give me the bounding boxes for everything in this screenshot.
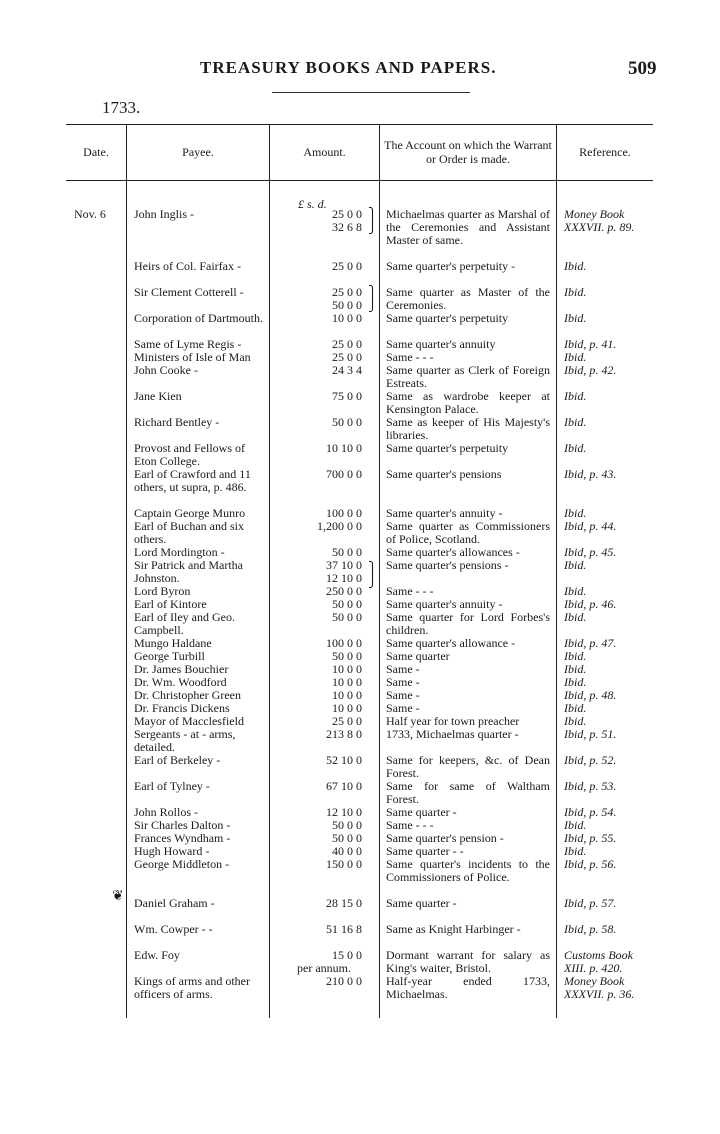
entry-account: Same - - - bbox=[386, 350, 434, 364]
amount-line: 250 0 0 bbox=[326, 584, 362, 598]
amount-line: 10 10 0 bbox=[326, 441, 362, 455]
entry-account: 1733, Michaelmas quarter - bbox=[386, 727, 519, 741]
section-year: 1733. bbox=[102, 98, 141, 117]
entry-account: Same for same of Waltham Forest. bbox=[386, 779, 550, 806]
entry-account: Same quarter - bbox=[386, 896, 457, 910]
running-header-title: TREASURY BOOKS AND PAPERS. bbox=[200, 58, 497, 77]
entry-amount bbox=[272, 364, 376, 377]
amount-line: 10 0 0 bbox=[332, 311, 362, 325]
amount-line: 50 0 0 bbox=[332, 597, 362, 611]
amount-line: 100 0 0 bbox=[326, 506, 362, 520]
entry-payee: Dr. James Bouchier bbox=[134, 662, 229, 676]
entry-reference: Ibid. bbox=[564, 558, 587, 572]
entry-reference: Ibid, p. 44. bbox=[564, 519, 617, 533]
entry-amount bbox=[272, 728, 376, 741]
entry-payee: Sergeants - at - arms, detailed. bbox=[134, 727, 236, 754]
column-header-payee: Payee. bbox=[182, 145, 214, 159]
amount-line: 150 0 0 bbox=[326, 857, 362, 871]
entry-reference: Ibid. bbox=[564, 818, 587, 832]
entry-account: Same - bbox=[386, 662, 420, 676]
entry-reference: Ibid, p. 56. bbox=[564, 857, 617, 871]
entry-reference: Ibid, p. 46. bbox=[564, 597, 617, 611]
entry-account: Same - bbox=[386, 688, 420, 702]
entry-amount bbox=[272, 208, 376, 234]
amount-line: 25 0 0 bbox=[332, 714, 362, 728]
entry-payee: John Inglis - bbox=[134, 207, 194, 221]
amount-line: 50 0 0 bbox=[332, 545, 362, 559]
entry-account: Same quarter's allowances - bbox=[386, 545, 520, 559]
amount-line: 50 0 0 bbox=[332, 649, 362, 663]
amount-line: 50 0 0 bbox=[332, 415, 362, 429]
amount-line: 10 0 0 bbox=[332, 688, 362, 702]
amount-line: 25 0 0 bbox=[332, 337, 362, 351]
entry-payee: Mayor of Macclesfield bbox=[134, 714, 244, 728]
entry-account: Same quarter - - bbox=[386, 844, 464, 858]
entry-amount bbox=[272, 312, 376, 325]
entry-payee: Earl of Buchan and six others. bbox=[134, 519, 244, 546]
entry-payee: Dr. Wm. Woodford bbox=[134, 675, 227, 689]
entry-reference: Ibid. bbox=[564, 701, 587, 715]
entry-payee: Corporation of Dartmouth. bbox=[134, 311, 263, 325]
entry-reference: Ibid, p. 51. bbox=[564, 727, 617, 741]
amount-line: 50 0 0 bbox=[332, 610, 362, 624]
amount-line: 28 15 0 bbox=[326, 896, 362, 910]
entry-amount bbox=[272, 520, 376, 533]
entry-reference: Ibid, p. 52. bbox=[564, 753, 617, 767]
entry-reference: Ibid. bbox=[564, 584, 587, 598]
amount-line: 700 0 0 bbox=[326, 467, 362, 481]
entry-payee: Provost and Fellows of Eton College. bbox=[134, 441, 245, 468]
entry-payee: Same of Lyme Regis - bbox=[134, 337, 242, 351]
entry-payee: Jane Kien bbox=[134, 389, 182, 403]
entry-account: Same quarter's annuity - bbox=[386, 506, 503, 520]
entry-reference: Ibid, p. 47. bbox=[564, 636, 617, 650]
entry-account: Same quarter's perpetuity bbox=[386, 311, 509, 325]
entry-payee: Ministers of Isle of Man bbox=[134, 350, 251, 364]
amount-line: 51 16 8 bbox=[326, 922, 362, 936]
entry-reference: Ibid. bbox=[564, 285, 587, 299]
entry-amount bbox=[272, 286, 376, 312]
entry-account: Same - - - bbox=[386, 584, 434, 598]
amount-line: 67 10 0 bbox=[326, 779, 362, 793]
entry-payee: Wm. Cowper - - bbox=[134, 922, 213, 936]
entry-account: Same for keepers, &c. of Dean Forest. bbox=[386, 753, 550, 780]
amount-line: 50 0 0 bbox=[332, 818, 362, 832]
entry-amount bbox=[272, 858, 376, 871]
entry-reference: Ibid, p. 57. bbox=[564, 896, 617, 910]
amount-line: 100 0 0 bbox=[326, 636, 362, 650]
entry-reference: Ibid. bbox=[564, 649, 587, 663]
brace-johnston: ⎫ ⎭ bbox=[368, 561, 377, 588]
entry-payee: Earl of Kintore bbox=[134, 597, 207, 611]
entry-account: Same quarter's annuity - bbox=[386, 597, 503, 611]
entry-reference: Money Book XXXVII. p. 89. bbox=[564, 207, 635, 234]
entry-reference: Ibid, p. 53. bbox=[564, 779, 617, 793]
entry-reference: Ibid. bbox=[564, 844, 587, 858]
entry-account: Same - bbox=[386, 675, 420, 689]
amount-line: 25 0 0 bbox=[332, 285, 362, 299]
entry-account: Same as Knight Harbinger - bbox=[386, 922, 521, 936]
entry-amount bbox=[272, 611, 376, 624]
entry-account: Same quarter as Commissioners of Police, Scotland. bbox=[386, 519, 550, 546]
entry-payee: Edw. Foy bbox=[134, 948, 180, 962]
entry-reference: Ibid. bbox=[564, 506, 587, 520]
entry-account: Same quarter's incidents to the Commissioners of Police. bbox=[386, 857, 550, 884]
entry-reference: Ibid, p. 54. bbox=[564, 805, 617, 819]
entry-payee: Sir Patrick and Martha Johnston. bbox=[134, 558, 243, 585]
amount-line: 25 0 0 bbox=[332, 259, 362, 273]
entry-account: Same quarter's annuity bbox=[386, 337, 496, 351]
amount-line: 10 0 0 bbox=[332, 662, 362, 676]
entry-amount bbox=[272, 390, 376, 403]
amount-line: 50 0 0 bbox=[332, 298, 362, 312]
entry-account: Same quarter for Lord Forbes's children. bbox=[386, 610, 550, 637]
header-rule bbox=[272, 92, 470, 93]
amount-line: 12 10 0 bbox=[326, 571, 362, 585]
entry-reference: Ibid, p. 41. bbox=[564, 337, 617, 351]
entry-amount bbox=[272, 897, 376, 910]
entry-account: Same as wardrobe keeper at Kensington Palace. bbox=[386, 389, 550, 416]
entry-account: Same quarter bbox=[386, 649, 450, 663]
entry-reference: Ibid. bbox=[564, 389, 587, 403]
entry-reference: Ibid. bbox=[564, 415, 587, 429]
entry-account: Same - bbox=[386, 701, 420, 715]
column-divider bbox=[126, 124, 127, 1018]
entry-payee: Sir Clement Cotterell - bbox=[134, 285, 244, 299]
entry-amount bbox=[272, 442, 376, 455]
entry-account: Same - - - bbox=[386, 818, 434, 832]
entry-amount bbox=[272, 754, 376, 767]
entry-payee: Hugh Howard - bbox=[134, 844, 210, 858]
column-header-date: Date. bbox=[83, 145, 109, 159]
entry-payee: Earl of Tylney - bbox=[134, 779, 210, 793]
entry-payee: Heirs of Col. Fairfax - bbox=[134, 259, 241, 273]
entry-payee: Earl of Crawford and 11 others, ut supra, p. 486. bbox=[134, 467, 251, 494]
entry-reference: Ibid. bbox=[564, 311, 587, 325]
entry-account: Same quarter's pensions - bbox=[386, 558, 509, 572]
amount-line: 24 3 4 bbox=[332, 363, 362, 377]
entry-reference: Ibid. bbox=[564, 675, 587, 689]
amount-line: 12 10 0 bbox=[326, 805, 362, 819]
entry-account: Same quarter's allowance - bbox=[386, 636, 516, 650]
table-header-rule bbox=[66, 180, 653, 181]
entry-payee: Dr. Christopher Green bbox=[134, 688, 241, 702]
entry-account: Dormant warrant for salary as King's waiter, Bristol. bbox=[386, 948, 550, 975]
column-header-account: The Account on which the Warrant or Order is made. bbox=[384, 138, 552, 166]
amount-line: 37 10 0 bbox=[326, 558, 362, 572]
column-divider bbox=[269, 124, 270, 1018]
amount-line: 75 0 0 bbox=[332, 389, 362, 403]
amount-line: 25 0 0 bbox=[332, 207, 362, 221]
entry-account: Michaelmas quarter as Marshal of the Ceremonies and Assistant Master of same. bbox=[386, 207, 550, 247]
entry-account: Same as keeper of His Majesty's libraries. bbox=[386, 415, 550, 442]
amount-line: 15 0 0 bbox=[332, 948, 362, 962]
entry-reference: Ibid. bbox=[564, 441, 587, 455]
entry-reference: Ibid. bbox=[564, 610, 587, 624]
entry-account: Same quarter as Clerk of Foreign Estreats. bbox=[386, 363, 550, 390]
entry-reference: Ibid. bbox=[564, 259, 587, 273]
entry-amount bbox=[272, 559, 376, 585]
column-header-amount: Amount. bbox=[303, 145, 346, 159]
entry-reference: Ibid. bbox=[564, 350, 587, 364]
entry-account: Same quarter as Master of the Ceremonies. bbox=[386, 285, 550, 312]
entry-amount bbox=[272, 780, 376, 793]
entry-payee: George Middleton - bbox=[134, 857, 230, 871]
entry-payee: Earl of Iley and Geo. Campbell. bbox=[134, 610, 235, 637]
amount-line: 52 10 0 bbox=[326, 753, 362, 767]
entry-account: Half year for town preacher bbox=[386, 714, 520, 728]
entry-payee: Kings of arms and other officers of arms. bbox=[134, 974, 250, 1001]
entry-payee: Richard Bentley - bbox=[134, 415, 220, 429]
entry-amount bbox=[272, 416, 376, 429]
entry-amount bbox=[272, 260, 376, 273]
entry-payee: Earl of Berkeley - bbox=[134, 753, 221, 767]
entry-payee: Frances Wyndham - bbox=[134, 831, 231, 845]
entry-reference: Ibid, p. 58. bbox=[564, 922, 617, 936]
entry-reference: Ibid, p. 42. bbox=[564, 363, 617, 377]
entry-reference: Ibid, p. 55. bbox=[564, 831, 617, 845]
entry-payee: Daniel Graham - bbox=[134, 896, 215, 910]
currency-header: £ s. d. bbox=[298, 197, 327, 211]
page-number: 509 bbox=[628, 58, 657, 79]
column-divider bbox=[556, 124, 557, 1018]
amount-line: 32 6 8 bbox=[332, 220, 362, 234]
entry-account: Same quarter's pensions bbox=[386, 467, 502, 481]
entry-date: Nov. 6 bbox=[74, 207, 106, 221]
entry-amount bbox=[272, 975, 376, 988]
entry-payee: George Turbill bbox=[134, 649, 205, 663]
amount-line: per annum. bbox=[297, 961, 351, 975]
entry-reference: Ibid, p. 45. bbox=[564, 545, 617, 559]
ink-mark: ❦ bbox=[112, 889, 124, 904]
entry-reference: Customs Book XIII. p. 420. bbox=[564, 948, 633, 975]
entry-payee: John Cooke - bbox=[134, 363, 198, 377]
entry-reference: Ibid, p. 43. bbox=[564, 467, 617, 481]
amount-line: 213 8 0 bbox=[326, 727, 362, 741]
amount-line: 210 0 0 bbox=[326, 974, 362, 988]
amount-line: 10 0 0 bbox=[332, 675, 362, 689]
entry-account: Same quarter's perpetuity bbox=[386, 441, 509, 455]
entry-account: Half-year ended 1733, Michaelmas. bbox=[386, 974, 550, 1001]
column-header-reference: Reference. bbox=[579, 145, 631, 159]
entry-amount bbox=[272, 468, 376, 481]
brace-cotterell: ⎫ ⎭ bbox=[368, 285, 377, 312]
entry-payee: Mungo Haldane bbox=[134, 636, 212, 650]
entry-payee: Sir Charles Dalton - bbox=[134, 818, 231, 832]
entry-payee: Lord Mordington - bbox=[134, 545, 225, 559]
entry-payee: Lord Byron bbox=[134, 584, 191, 598]
entry-amount bbox=[272, 949, 376, 975]
entry-payee: Dr. Francis Dickens bbox=[134, 701, 230, 715]
amount-line: 40 0 0 bbox=[332, 844, 362, 858]
entry-reference: Ibid, p. 48. bbox=[564, 688, 617, 702]
amount-line: 25 0 0 bbox=[332, 350, 362, 364]
entry-reference: Ibid. bbox=[564, 662, 587, 676]
entry-payee: Captain George Munro bbox=[134, 506, 246, 520]
entry-account: Same quarter's perpetuity - bbox=[386, 259, 516, 273]
amount-line: 10 0 0 bbox=[332, 701, 362, 715]
entry-payee: John Rollos - bbox=[134, 805, 199, 819]
entry-account: Same quarter's pension - bbox=[386, 831, 504, 845]
amount-line: 1,200 0 0 bbox=[317, 519, 362, 533]
column-divider bbox=[379, 124, 380, 1018]
entry-amount bbox=[272, 923, 376, 936]
entry-account: Same quarter - bbox=[386, 805, 457, 819]
entry-reference: Ibid. bbox=[564, 714, 587, 728]
amount-line: 50 0 0 bbox=[332, 831, 362, 845]
brace-inglis: ⎫ ⎭ bbox=[368, 207, 377, 234]
entry-reference: Money Book XXXVII. p. 36. bbox=[564, 974, 635, 1001]
